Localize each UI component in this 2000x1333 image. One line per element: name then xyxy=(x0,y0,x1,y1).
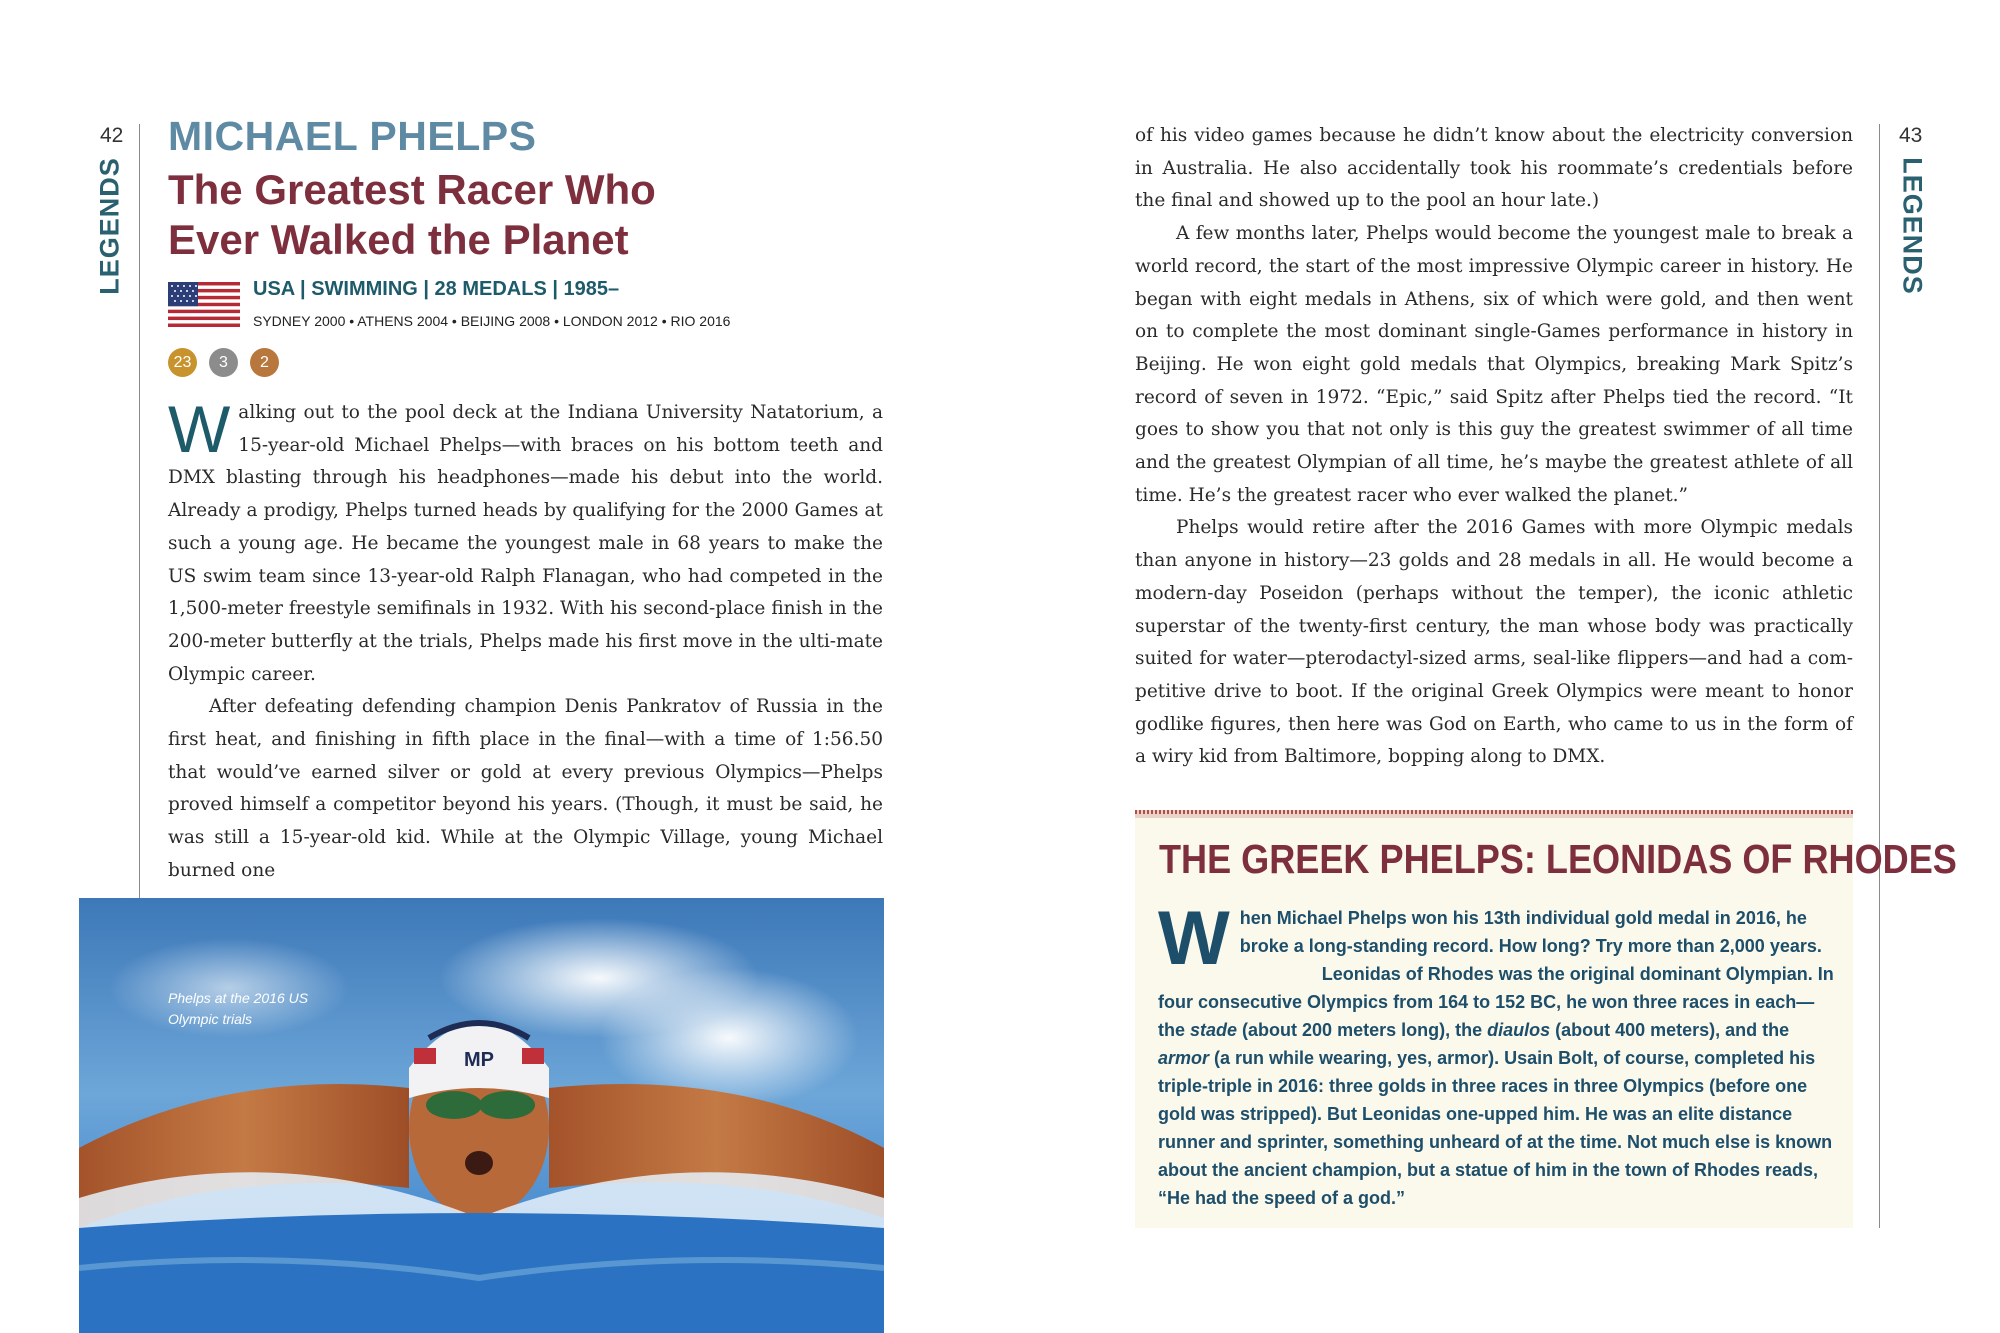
silver-medal-badge: 3 xyxy=(209,348,238,377)
right-body-text xyxy=(1135,120,1853,774)
photo-caption: Phelps at the 2016 US Olympic trials xyxy=(168,990,309,1027)
body-paragraph: Phelps would retire after the 2016 Games with more Olympic medals than anyone in history—23 golds and 28 medals in all. He would become a modern-day Poseidon (perhaps without the temper), the iconic athletic superstar of the twenty-first century, the man whose body was practically suited for water—pterodactyl-sized arms, seal-like flippers—and had a com-petitive drive to boot. If the original Greek Olympics were meant to honor godlike figures, then here was God on Earth, who came to us in the form of a wiry kid from Baltimore, bopping along to DMX. xyxy=(1135,517,1853,768)
athlete-meta: USA | SWIMMING | 28 MEDALS | 1985– xyxy=(253,278,620,300)
body-paragraph: of his video games because he didn’t know about the electricity conversion in Australia. He also accidentally took his roommate’s credentials before the final and showed up to the pool an hour late.) xyxy=(1135,125,1853,212)
sidebar-paragraph: When Michael Phelps won his 13th individual gold medal in 2016, he broke a long-standing record. How long? Try more than 2,000 years. xyxy=(1158,896,1822,981)
swimmer-photo xyxy=(79,898,884,1333)
usa-flag-icon xyxy=(168,282,240,327)
article-subtitle: The Greatest Racer Who Ever Walked the Planet xyxy=(168,166,656,263)
bronze-medal-badge: 2 xyxy=(250,348,279,377)
body-paragraph: After defeating defending champion Denis Pankratov of Russia in the first heat, and finishing in fifth place in the final—with a time of 1:56.50 that would’ve earned silver or gold at every previous Olympics—Phelps proved himself a competitor beyond his years. (Though, it must be said, he was still a 15-year-old kid. While at the Olympic Village, young Michael burned one xyxy=(168,696,883,881)
page-margin-rule xyxy=(1879,124,1880,1228)
page-number: 43 xyxy=(1899,124,1923,147)
section-tab: LEGENDS xyxy=(1897,157,1928,295)
body-paragraph: Walking out to the pool deck at the Indiana University Natatorium, a 15-year-old Michael Phelps—with braces on his bottom teeth and DMX blasting through his headphones—made his debut into the world. Already a prodigy, Phelps turned heads by qualifying for the 2000 Games at such a young age. He became the youngest male in 68 years to make the US swim team since 13-year-old Ralph Flanagan, who had competed in the 1,500-meter freestyle semifinals in 1932. With his second-place finish in the 200-meter butterfly at the trials, Phelps made his first move in the ulti-mate Olympic career. xyxy=(168,392,883,685)
sidebar-box xyxy=(1135,810,1957,1228)
sidebar-rule xyxy=(1135,810,1853,818)
sidebar-paragraph: Leonidas of Rhodes was the original dominant Olympian. In four consecutive Olympics from 164 to 152 BC, he won three races in each—the stade (about 200 meters long), the diaulos (about 400 meters), and the armor (a run while wearing, yes, armor). Usain Bolt, of course, completed his triple-triple in 2016: three golds in three races in three Olympics (before one gold was stripped). But Leonidas one-upped him. He was an elite distance runner and sprinter, something unheard of at the time. Not much else is known about the ancient champion, but a statue of him in the town of Rhodes reads, “He had the speed of a god.” xyxy=(1158,964,1834,1208)
athlete-name: MICHAEL PHELPS xyxy=(168,113,537,159)
section-tab: LEGENDS xyxy=(94,157,125,295)
swimmer-image xyxy=(79,898,884,1333)
games-list: SYDNEY 2000 • ATHENS 2004 • BEIJING 2008 • LONDON 2012 • RIO 2016 xyxy=(253,313,731,329)
sidebar-title: THE GREEK PHELPS: LEONIDAS OF RHODES xyxy=(1159,836,1957,882)
page-margin-rule xyxy=(139,124,140,898)
cap-logo: MP xyxy=(464,1049,494,1071)
gold-medal-badge: 23 xyxy=(168,348,197,377)
sidebar-drop-cap: W xyxy=(1158,896,1230,981)
page-number: 42 xyxy=(100,124,124,147)
body-paragraph: A few months later, Phelps would become the youngest male to break a world record, the start of the most impressive Olympic career in history. He began with eight medals in Athens, six of which were gold, and then went on to complete the most dominant single-Games performance in history in Beijing. He won eight gold medals that Olympics, breaking Mark Spitz’s record of seven in 1972. “Epic,” said Spitz after Phelps tied the record. “It goes to show you that not only is this guy the greatest swimmer of all time and the greatest Olympian of all time, he’s maybe the greatest athlete of all time. He’s the greatest racer who ever walked the planet.” xyxy=(1135,223,1853,506)
medal-counts xyxy=(168,348,279,377)
sidebar-text xyxy=(1158,896,1838,1212)
left-body-text xyxy=(168,392,883,888)
drop-cap: W xyxy=(168,392,231,466)
